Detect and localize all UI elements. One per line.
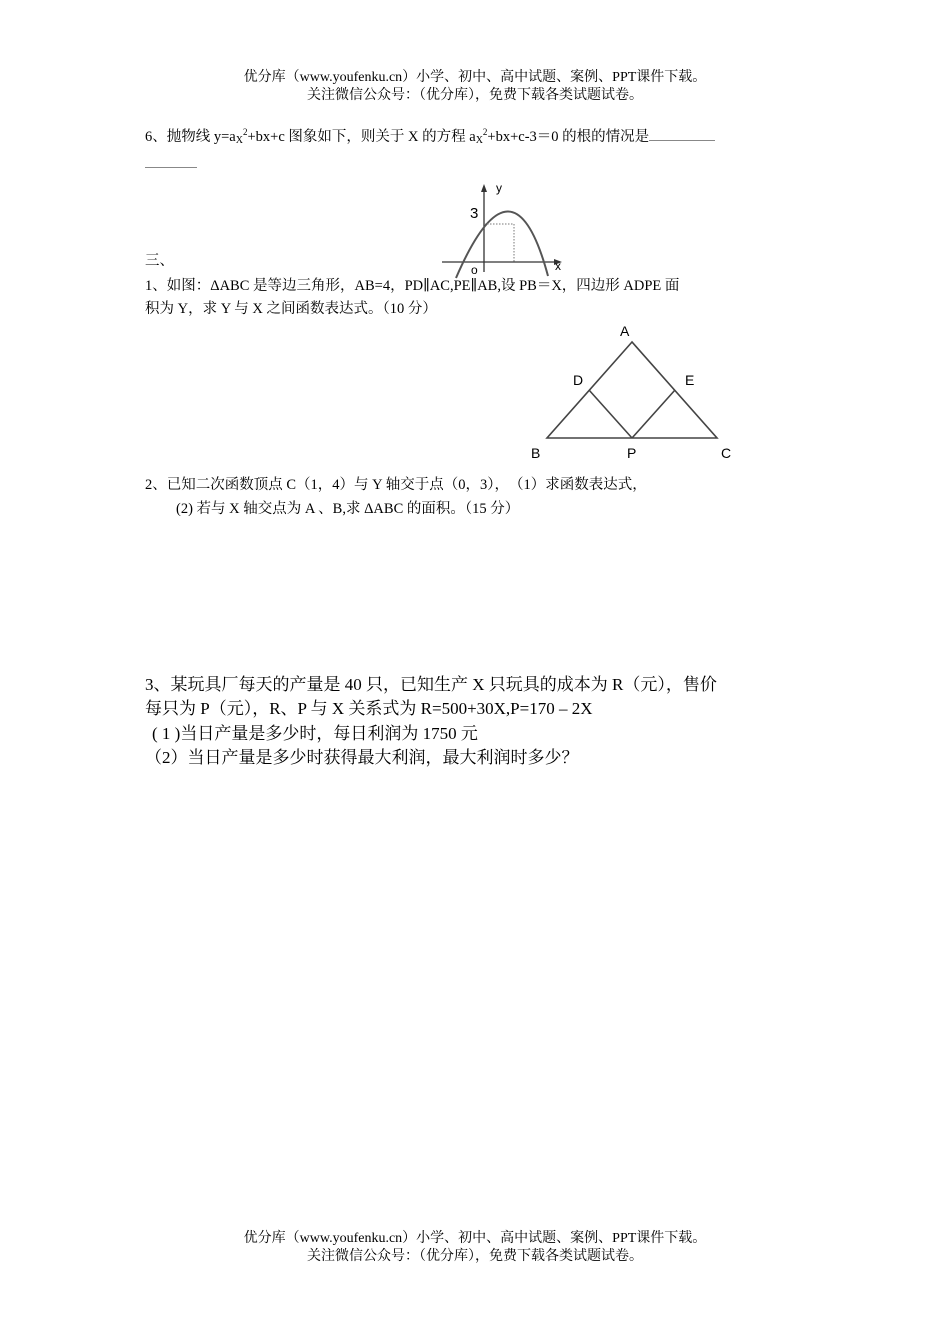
label-p: P bbox=[627, 445, 637, 461]
segment-pe bbox=[632, 390, 675, 438]
problem-3-line-4: （2）当日产量是多少时获得最大利润，最大利润时多少？ bbox=[145, 748, 579, 767]
y-axis-label: y bbox=[496, 181, 502, 195]
header-line-1: 优分库（www.youfenku.cn）小学、初中、高中试题、案例、PPT课件下载。 bbox=[243, 70, 707, 85]
segment-pd bbox=[589, 390, 632, 438]
origin-label: o bbox=[471, 263, 478, 277]
y-axis-arrow bbox=[481, 184, 487, 192]
problem-2-line-2: (2) 若与 X 轴交点为 A 、B,求 ΔABC 的面积。（15 分） bbox=[176, 501, 520, 517]
x-axis-label: x bbox=[555, 259, 561, 273]
q6-suffix: +bx+c-3＝0 的根的情况是 bbox=[487, 129, 650, 145]
q6-x1: X bbox=[235, 135, 243, 146]
q6-x2: X bbox=[475, 135, 483, 146]
question-6 bbox=[145, 126, 715, 150]
label-c: C bbox=[721, 445, 732, 461]
q6-exp1: 2 bbox=[242, 127, 248, 137]
q6-exp2: 2 bbox=[482, 127, 488, 137]
problem-3-line-3: ( 1 )当日产量是多少时，每日利润为 1750 元 bbox=[152, 724, 478, 743]
problem-1-line-2: 积为 Y，求 Y 与 X 之间函数表达式。（10 分） bbox=[145, 301, 437, 317]
label-d: D bbox=[573, 372, 584, 388]
q6-middle: +bx+c 图象如下，则关于 X 的方程 a bbox=[247, 129, 476, 145]
label-a: A bbox=[620, 323, 630, 339]
q6-prefix: 6、抛物线 y=a bbox=[145, 129, 236, 145]
answer-blank bbox=[649, 127, 715, 141]
label-b: B bbox=[531, 445, 541, 461]
label-e: E bbox=[685, 372, 695, 388]
max-value-label: 3 bbox=[470, 205, 479, 222]
problem-2-line-1: 2、已知二次函数顶点 C（1，4）与 Y 轴交于点（0，3）， （1）求函数表达式， bbox=[145, 477, 647, 493]
footer-line-2: 关注微信公众号：（优分库），免费下载各类试题试卷。 bbox=[307, 1249, 643, 1264]
section-title: 三、 bbox=[145, 253, 174, 269]
triangle-abc bbox=[547, 342, 717, 438]
header-line-2: 关注微信公众号：（优分库），免费下载各类试题试卷。 bbox=[307, 88, 643, 103]
problem-1-line-1: 1、如图：ΔABC 是等边三角形，AB=4，PD∥AC,PE∥AB,设 PB＝X，四边形 ADPE 面 bbox=[145, 278, 680, 294]
parabola-graph bbox=[436, 180, 576, 280]
problem-3-line-2: 每只为 P（元），R、P 与 X 关系式为 R=500+30X,P=170 – 2X bbox=[145, 699, 593, 718]
triangle-figure bbox=[525, 318, 750, 468]
answer-blank-continued bbox=[145, 166, 197, 168]
problem-3-line-1: 3、某玩具厂每天的产量是 40 只，已知生产 X 只玩具的成本为 R（元），售价 bbox=[145, 675, 717, 694]
footer-line-1: 优分库（www.youfenku.cn）小学、初中、高中试题、案例、PPT课件下载。 bbox=[243, 1231, 707, 1246]
